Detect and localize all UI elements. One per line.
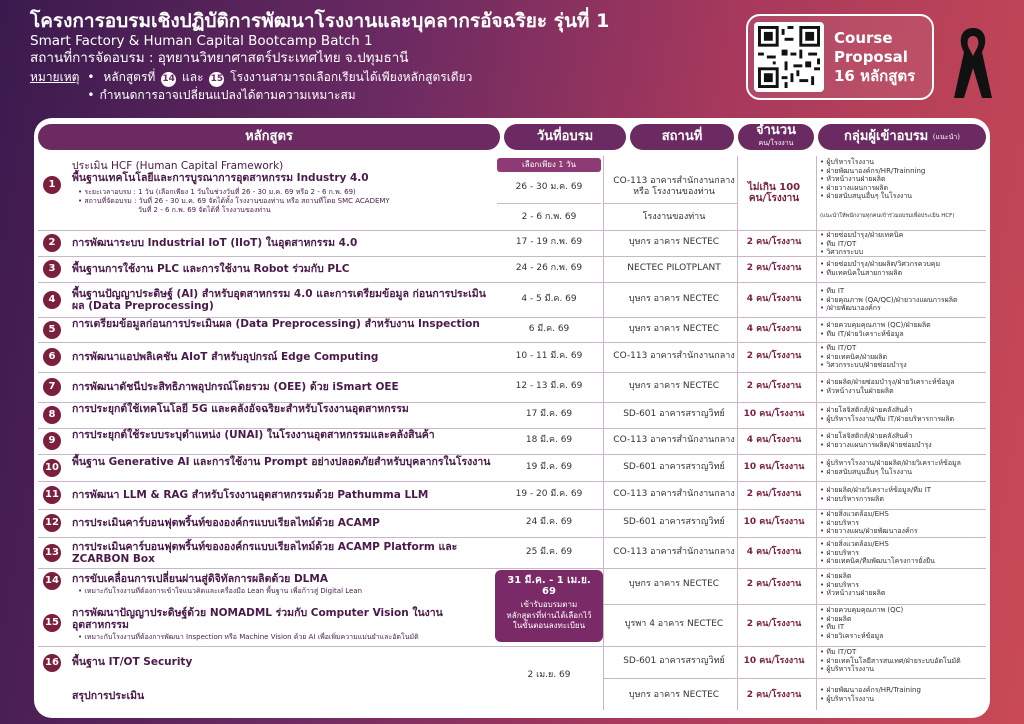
table-row[interactable] (34, 230, 990, 256)
row-location: CO-113 อาคารสำนักงานกลาง หรือ โรงงานของท่าน (613, 176, 735, 197)
row-count: 2 คน/โรงงาน (746, 489, 802, 499)
row-count: 10 คน/โรงงาน (743, 462, 805, 472)
note-label: หมายเหตุ (30, 70, 80, 84)
col-course: หลักสูตร (38, 124, 500, 150)
row-groups: • ฝ่ายผลิต/ฝ่ายซ่อมบำรุง/ฝ่ายวิเคราะห์ข้อมูล • หัวหน้างานในฝ่ายผลิต (820, 378, 986, 395)
note-item-2: • กำหนดการอาจเปลี่ยนแปลงได้ตามความเหมาะสม (87, 87, 472, 103)
row-date: 4 - 5 มี.ค. 69 (521, 294, 577, 304)
row-date: 24 - 26 ก.พ. 69 (515, 263, 583, 273)
row-groups: • ฝ่ายควบคุมคุณภาพ (QC)/ฝ่ายผลิต • ทีม IT/ฝ่ายวิเคราะห์ข้อมูล (820, 321, 986, 338)
venue: สถานที่การจัดอบรม : อุทยานวิทยาศาสตร์ประเทศไทย จ.ปทุมธานี (30, 50, 409, 66)
row-groups: • ทีม IT/OT • ฝ่ายเทคนิค/ฝ่ายผลิต • วิศวกรระบบ/ฝ่ายซ่อมบำรุง (820, 344, 986, 370)
col-group: กลุ่มผู้เข้าอบรม (แนะนำ) (818, 124, 986, 150)
row-number: 2 (43, 234, 61, 252)
row-location: บุษกร อาคาร NECTEC (628, 690, 720, 700)
row-title: การพัฒนา LLM & RAG สำหรับโรงงานอุตสาหกรรมด้วย Pathumma LLM (72, 489, 429, 501)
row-location: SD-601 อาคารสราญวิทย์ (623, 656, 725, 666)
table-row[interactable] (34, 481, 990, 509)
row-title: สรุปการประเมิน (72, 690, 145, 702)
row-groups: • ผู้บริหารโรงงาน/ฝ่ายผลิต/ฝ่ายวิเคราะห์ข้อมูล • ฝ่ายสนับสนุนอื่นๆ ในโรงงาน (820, 459, 986, 476)
row-location: SD-601 อาคารสราญวิทย์ (623, 409, 725, 419)
row-count: 4 คน/โรงงาน (746, 547, 802, 557)
row-location: บุษกร อาคาร NECTEC (628, 381, 720, 391)
row-number: 12 (43, 514, 61, 532)
row-count: 2 คน/โรงงาน (746, 263, 802, 273)
row-groups: • ฝ่ายซ่อมบำรุง/ฝ่ายผลิต/วิศวกรควบคุม • ทีมเทคนิคในสายการผลิต (820, 260, 986, 277)
row-date: 10 - 11 มี.ค. 69 (515, 351, 583, 361)
row-number: 1 (43, 176, 61, 194)
row-title: พื้นฐาน Generative AI และการใช้งาน Prompt อย่างปลอดภัยสำหรับบุคลากรในโรงงาน (72, 456, 491, 468)
row-count: 4 คน/โรงงาน (746, 294, 802, 304)
row-count: 2 คน/โรงงาน (746, 619, 802, 629)
badge-15: 15 (209, 72, 224, 87)
table-row[interactable] (34, 509, 990, 537)
row-number: 11 (43, 486, 61, 504)
col-location: สถานที่ (630, 124, 734, 150)
row-location: CO-113 อาคารสำนักงานกลาง (613, 489, 735, 499)
row-number: 7 (43, 378, 61, 396)
col-count: จำนวน คน/โรงงาน (738, 124, 814, 150)
row-date: 24 มี.ค. 69 (525, 517, 573, 527)
row-count: 2 คน/โรงงาน (746, 237, 802, 247)
row-location: CO-113 อาคารสำนักงานกลาง (613, 351, 735, 361)
row-number: 14 (43, 572, 61, 590)
row-number: 5 (43, 321, 61, 339)
row-groups: • ฝ่ายควบคุมคุณภาพ (QC) • ฝ่ายผลิต • ทีม IT • ฝ่ายวิเคราะห์ข้อมูล (820, 606, 986, 640)
row-title: การประยุกต์ใช้ระบบระบุตำแหน่ง (UNAI) ในโรงงานอุตสาหกรรมและคลังสินค้า (72, 429, 435, 441)
row-groups: • ฝ่ายสิ่งแวดล้อม/EHS • ฝ่ายบริหาร • ฝ่ายวางแผน/ฝ่ายพัฒนาองค์กร (820, 510, 986, 536)
row-date: 17 - 19 ก.พ. 69 (515, 237, 583, 247)
row-groups: • ทีม IT/OT • ฝ่ายเทคโนโลยีสารสนเทศ/ฝ่ายระบบอัตโนมัติ • ผู้บริหารโรงงาน (820, 648, 986, 674)
subtitle-en: Smart Factory & Human Capital Bootcamp Batch 1 (30, 33, 373, 49)
row-location: SD-601 อาคารสราญวิทย์ (623, 462, 725, 472)
row-groups: • ฝ่ายพัฒนาองค์กร/HR/Training • ผู้บริหารโรงงาน (820, 686, 986, 703)
table-row[interactable] (34, 282, 990, 317)
choose-one-day-badge: เลือกเพียง 1 วัน (497, 158, 601, 172)
row-location: CO-113 อาคารสำนักงานกลาง (613, 435, 735, 445)
row-date: 19 มี.ค. 69 (525, 462, 573, 472)
row-number: 8 (43, 406, 61, 424)
row-groups: • ฝ่ายโลจิสติกส์/ฝ่ายคลังสินค้า • ฝ่ายวางแผนการผลิต/ฝ่ายซ่อมบำรุง (820, 432, 986, 449)
table-row[interactable] (34, 317, 990, 342)
row-location: CO-113 อาคารสำนักงานกลาง (613, 547, 735, 557)
col-date: วันที่อบรม (504, 124, 626, 150)
row-location: NECTEC PILOTPLANT (627, 263, 721, 273)
row-title: การประยุกต์ใช้เทคโนโลยี 5G และคลังอัจฉริยะสำหรับโรงงานอุตสาหกรรม (72, 403, 409, 415)
table-row[interactable] (34, 678, 990, 712)
mourning-ribbon-icon (950, 24, 996, 102)
row-title: การพัฒนาแอปพลิเคชัน AIoT สำหรับอุปกรณ์ Edge Computing (72, 351, 379, 363)
header (30, 10, 730, 103)
row-count: 2 คน/โรงงาน (746, 579, 802, 589)
shared-date-box: 31 มี.ค. - 1 เม.ย. 69 เข้ารับอบรมตาม หลักสูตรที่ท่านได้เลือกไว้ ในขั้นตอนลงทะเบียน (495, 570, 603, 642)
row-location: บุษกร อาคาร NECTEC (628, 324, 720, 334)
table-row[interactable] (34, 342, 990, 372)
note-item-1: • หลักสูตรที่ 14 และ 15 โรงงานสามารถเลือกเรียนได้เพียงหลักสูตรเดียว (87, 69, 472, 87)
row-groups: • ฝ่ายผลิต • ฝ่ายบริหาร • หัวหน้างานฝ่ายผลิต (820, 572, 986, 598)
row-title: พื้นฐาน IT/OT Security (72, 656, 193, 668)
course-table (34, 118, 990, 718)
row-location: SD-601 อาคารสราญวิทย์ (623, 517, 725, 527)
row-location: บุษกร อาคาร NECTEC (628, 237, 720, 247)
row-date: 2 เม.ย. 69 (527, 670, 571, 680)
row-count: 2 คน/โรงงาน (746, 690, 802, 700)
table-row[interactable]: 14 การขับเคลื่อนการเปลี่ยนผ่านสู่ดิจิทัลการผลิตด้วย DLMA • เหมาะกับโรงงานที่ต้องการเข้าใจแนวคิดและเครื่องมือ Lean พื้นฐาน เพื่อก้าวสู่ Digital Lean บุษกร อาคาร NECTEC 2 คน/โรงงาน • ฝ่ายผลิต • ฝ่ายบริหาร • หัวหน้างานฝ่ายผลิต (34, 568, 990, 604)
row-number: 6 (43, 348, 61, 366)
row-date: 6 มี.ค. 69 (528, 324, 570, 334)
row-title: การพัฒนาดัชนีประสิทธิภาพอุปกรณ์โดยรวม (OEE) ด้วย iSmart OEE (72, 381, 399, 393)
qr-code-icon[interactable] (754, 22, 824, 92)
row-date: 17 มี.ค. 69 (525, 409, 573, 419)
row-groups: • ฝ่ายซ่อมบำรุง/ฝ่ายเทคนิค • ทีม IT/OT • วิศวกรระบบ (820, 231, 986, 257)
table-row[interactable] (34, 256, 990, 282)
row-number: 15 (43, 614, 61, 632)
row-date: 25 มี.ค. 69 (525, 547, 573, 557)
row-count: 10 คน/โรงงาน (743, 409, 805, 419)
course-proposal-card[interactable] (746, 14, 934, 100)
table-row[interactable] (34, 428, 990, 454)
row-date: 26 - 30 ม.ค. 69 (515, 182, 583, 192)
row-title: การพัฒนาปัญญาประดิษฐ์ด้วย NOMADML ร่วมกับ Computer Vision ในงานอุตสาหกรรม (72, 607, 443, 631)
table-row[interactable] (34, 454, 990, 481)
row-count: 4 คน/โรงงาน (746, 435, 802, 445)
row-title: การขับเคลื่อนการเปลี่ยนผ่านสู่ดิจิทัลการผลิตด้วย DLMA (72, 573, 328, 585)
row-title: พื้นฐานเทคโนโลยีและการบูรณาการอุตสาหกรรม Industry 4.0 (72, 172, 369, 184)
table-row[interactable] (34, 537, 990, 568)
row-groups: • ผู้บริหารโรงงาน • ฝ่ายพัฒนาองค์กร/HR/Trainning • หัวหน้างานฝ่ายผลิต • ฝ่ายวางแผนการผลิต • ฝ่ายสนับสนุนอื่นๆ ในโรงงาน (820, 158, 986, 201)
page-title: โครงการอบรมเชิงปฏิบัติการพัฒนาโรงงานและบุคลากรอัจฉริยะ รุ่นที่ 1 (30, 10, 610, 32)
row-title: การประเมินคาร์บอนฟุตพริ้นท์ขององค์กรแบบเรียลไทม์ด้วย ACAMP Platform และ ZCARBON Box (72, 541, 458, 565)
card-text: Course Proposal 16 หลักสูตร (834, 28, 916, 85)
row-title: พื้นฐานการใช้งาน PLC และการใช้งาน Robot ร่วมกับ PLC (72, 263, 350, 275)
row-number: 16 (43, 654, 61, 672)
row-count: 10 คน/โรงงาน (743, 517, 805, 527)
row-number: 4 (43, 291, 61, 309)
row-location: บุษกร อาคาร NECTEC (628, 294, 720, 304)
badge-14: 14 (161, 72, 176, 87)
table-row[interactable] (34, 402, 990, 428)
row-number: 10 (43, 459, 61, 477)
row-groups: • ฝ่ายผลิต/ฝ่ายวิเคราะห์ข้อมูล/ทีม IT • ฝ่ายบริหารการผลิต (820, 486, 986, 503)
row-date: 18 มี.ค. 69 (525, 435, 573, 445)
row-number: 9 (43, 432, 61, 450)
row-date: 2 - 6 ก.พ. 69 (521, 212, 577, 222)
row-title: การประเมินคาร์บอนฟุตพริ้นท์ขององค์กรแบบเรียลไทม์ด้วย ACAMP (72, 517, 380, 529)
row-location: โรงงานของท่าน (642, 212, 706, 222)
row-groups: • ฝ่ายโลจิสติกส์/ฝ่ายคลังสินค้า • ผู้บริหารโรงงาน/ทีม IT/ฝ่ายบริหารการผลิต (820, 406, 986, 423)
row-groups: • ทีม IT • ฝ่ายคุณภาพ (QA/QC)/ฝ่ายวางแผนการผลิต • /ฝ่ายพัฒนาองค์กร (820, 287, 986, 313)
row-count: 4 คน/โรงงาน (746, 324, 802, 334)
row-title: การเตรียมข้อมูลก่อนการประเมินผล (Data Preprocessing) สำหรับงาน Inspection (72, 318, 480, 330)
row-date: 19 - 20 มี.ค. 69 (515, 489, 583, 499)
row-count: 2 คน/โรงงาน (746, 381, 802, 391)
row-title: พื้นฐานปัญญาประดิษฐ์ (AI) สำหรับอุตสาหกรรม 4.0 และการเตรียมข้อมูล ก่อนการประเมินผล (Data Preprocessing) (72, 288, 486, 312)
row-count: ไม่เกิน 100 คน/โรงงาน (747, 182, 801, 204)
row-date: 12 - 13 มี.ค. 69 (515, 381, 583, 391)
table-row[interactable] (34, 372, 990, 402)
row-groups: • ฝ่ายสิ่งแวดล้อม/EHS • ฝ่ายบริหาร • ฝ่ายเทคนิค/ทีมพัฒนาโครงการยั่งยืน (820, 540, 986, 566)
row-location: บูรพา 4 อาคาร NECTEC (624, 619, 724, 629)
row-number: 13 (43, 544, 61, 562)
row-number: 3 (43, 260, 61, 278)
row-title: ประเมิน HCF (Human Capital Framework) (72, 160, 284, 172)
row-count: 2 คน/โรงงาน (746, 351, 802, 361)
table-row[interactable]: 15 การพัฒนาปัญญาประดิษฐ์ด้วย NOMADML ร่วมกับ Computer Vision ในงานอุตสาหกรรม • เหมาะกับโรงงานที่ต้องการพัฒนา Inspection หรือ Machine Vision ด้วย AI เพื่อเพิ่มความแม่นยำและอัตโนมัติ บูรพา 4 อาคาร NECTEC 2 คน/โรงงาน • ฝ่ายควบคุมคุณภาพ (QC) • ฝ่ายผลิต • ทีม IT • ฝ่ายวิเคราะห์ข้อมูล (34, 604, 990, 644)
note (30, 69, 730, 103)
table-row[interactable]: 1 ประเมิน HCF (Human Capital Framework) พื้นฐานเทคโนโลยีและการบูรณาการอุตสาหกรรม Industry 4.0 • ระยะเวลาอบรม : 1 วัน (เลือกเพียง 1 วันในช่วงวันที่ 26 - 30 ม.ค. 69 หรือ 2 - 6 ก.พ. 69) • สถานที่จัดอบรม : วันที่ 26 - 30 ม.ค. 69 จัดได้ทั้ง โรงงานของท่าน หรือ สถานที่โดย SMC ACADEMY วันที่ 2 - 6 ก.พ. 69 จัดได้ที่ โรงงานของท่าน เลือกเพียง 1 วัน 26 - 30 ม.ค. 69 2 - 6 ก.พ. 69 CO-113 อาคารสำนักงานกลาง หรือ โรงงานของท่าน โรงงานของท่าน ไม่เกิน 100 คน/โรงงาน • ผู้บริหารโรงงาน • ฝ่ายพัฒนาองค์กร/HR/Trainning • หัวหน้างานฝ่ายผลิต • ฝ่ายวางแผนการผลิต • ฝ่ายสนับสนุนอื่นๆ ในโรงงาน (แนะนำให้พนักงานทุกคนเข้าร่วมอบรมเพื่อประเมิน HCF) (34, 156, 990, 228)
row-location: บุษกร อาคาร NECTEC (628, 579, 720, 589)
row-title: การพัฒนาระบบ Industrial IoT (IIoT) ในอุตสาหกรรม 4.0 (72, 237, 358, 249)
row-count: 10 คน/โรงงาน (743, 656, 805, 666)
